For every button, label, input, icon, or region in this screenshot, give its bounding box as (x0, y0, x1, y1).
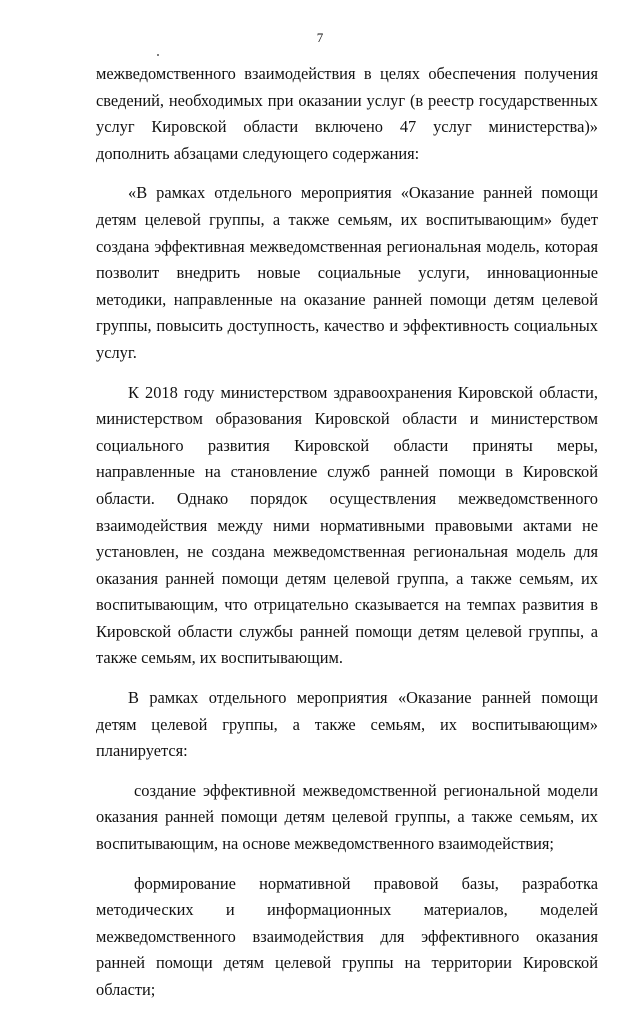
page-number: 7 (316, 30, 324, 45)
paragraph-2018-measures: К 2018 году министерством здравоохранения Кировской области, министерством образования Кировской области и министерством социального развития Кировской области приняты меры, направленные на становление служб ранней помощи в Кировской области. Однако порядок осуществления межведомственного взаимодействия между ними нормативными правовыми актами не установлен, не создана межведомственная региональная модель для оказания ранней помощи детям целевой группа, а также семьям, их воспитывающим, что отрицательно сказывается на темпах развития в Кировской области службы ранней помощи детям целевой группы, а также семьям, их воспитывающим. (96, 382, 598, 668)
paragraph-continuation: межведомственного взаимодействия в целях обеспечения получения сведений, необходимых при оказании услуг (в реестр государственных услуг Кировской области включено 47 услуг министерства)» дополнить абзацами следующего содержания: (96, 64, 598, 163)
document-body (96, 61, 598, 1017)
list-item-model-creation: создание эффективной межведомственной региональной модели оказания ранней помощи детям целевой группы, а также семьям, их воспитывающим, на основе межведомственного взаимодействия; (96, 780, 598, 854)
list-item-regulatory-base: формирование нормативной правовой базы, разработка методических и информационных материалов, моделей межведомственного взаимодействия для эффективного оказания ранней помощи детям целевой группы на территории Кировской области; (96, 873, 598, 999)
paragraph-planned: В рамках отдельного мероприятия «Оказание ранней помощи детям целевой группы, а также семьям, их воспитывающим» планируется: (96, 688, 598, 761)
scan-speck (157, 54, 159, 56)
paragraph-early-help-model: «В рамках отдельного мероприятия «Оказание ранней помощи детям целевой группы, а также семьям, их воспитывающим» будет создана эффективная межведомственная региональная модель, которая позволит внедрить новые социальные услуги, инновационные методики, направленные на оказание ранней помощи детям целевой группы, повысить доступность, качество и эффективность социальных услуг. (96, 183, 598, 362)
